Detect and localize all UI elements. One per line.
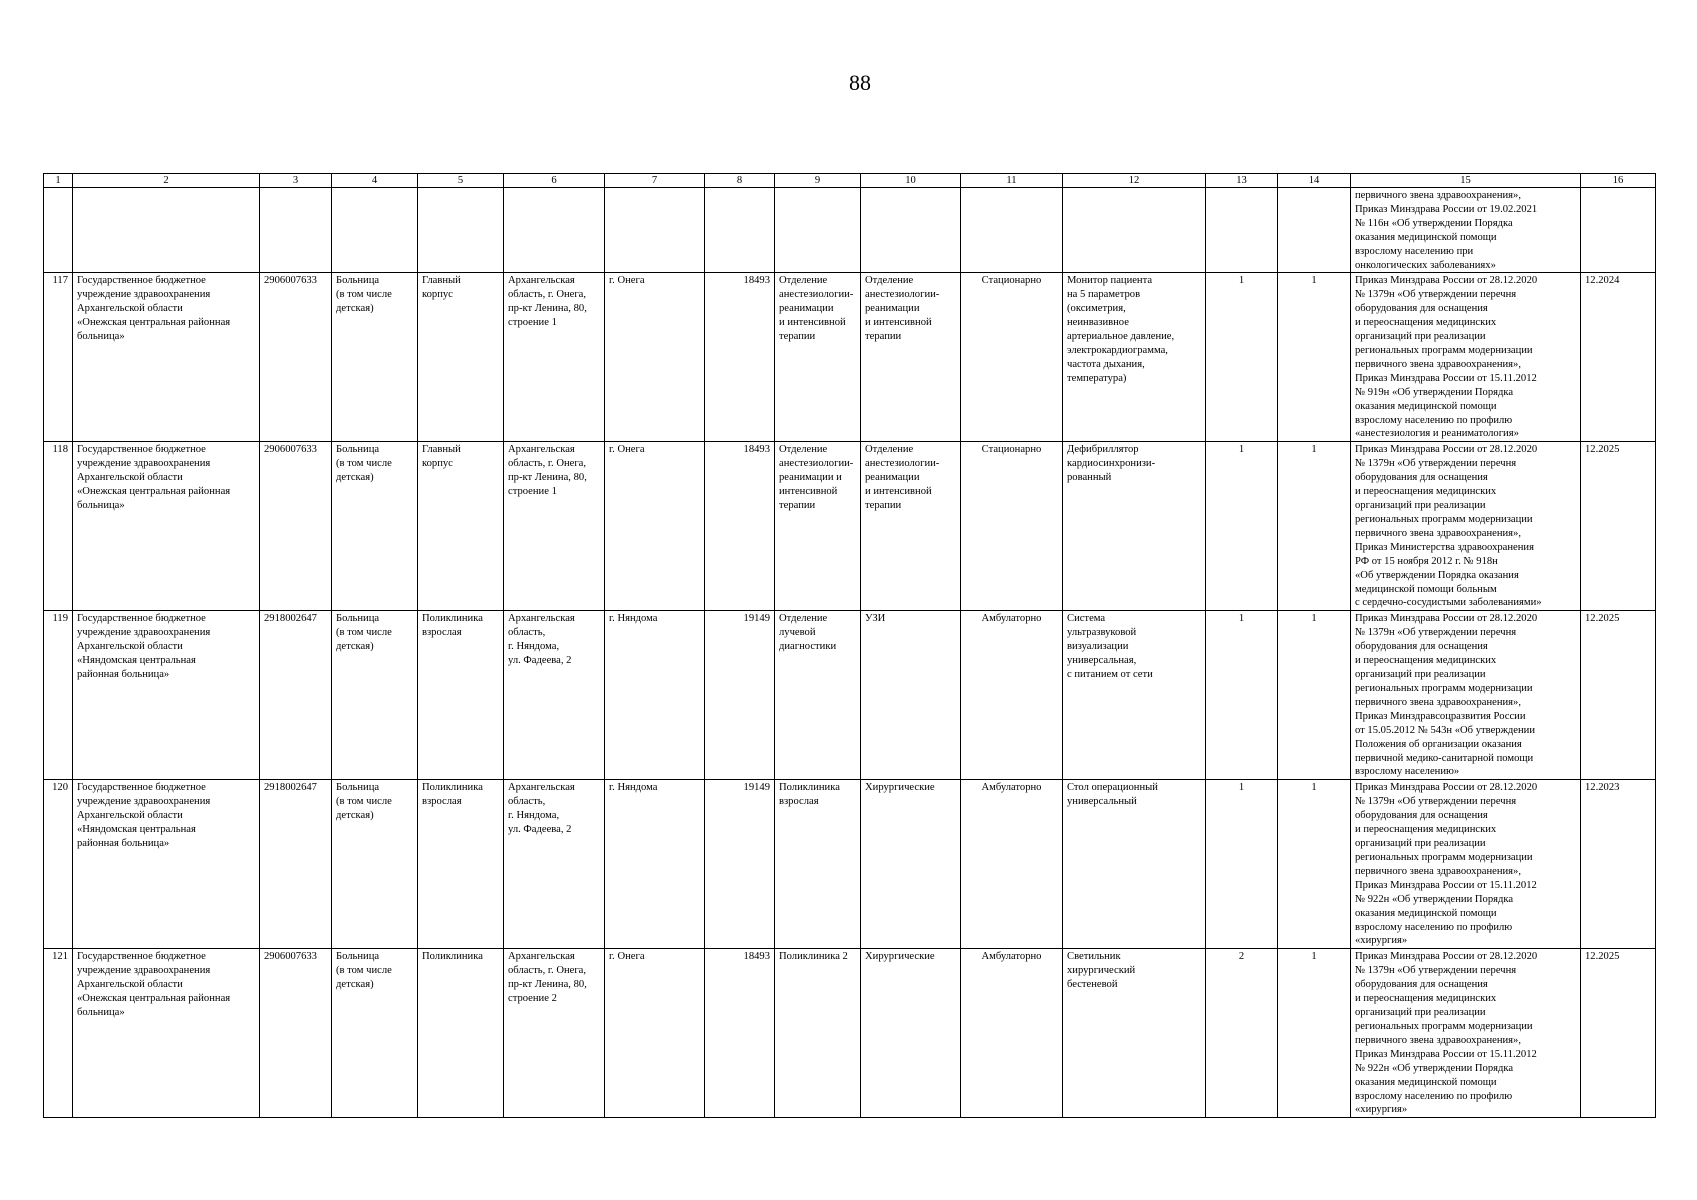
- table-row: [44, 442, 1656, 611]
- facility-type-cell: Больница (в том числе детская): [332, 442, 418, 611]
- facility-type-cell: Больница (в том числе детская): [332, 780, 418, 949]
- equipment-name-cell: Стол операционный универсальный: [1063, 780, 1206, 949]
- equipment-table: [43, 173, 1656, 1118]
- subdivision-cell: Хирургические: [861, 780, 961, 949]
- column-number: 13: [1206, 174, 1278, 188]
- column-number: 16: [1581, 174, 1656, 188]
- legal-basis-cell: Приказ Минздрава России от 28.12.2020 № 1379н «Об утверждении перечня оборудования для оснащения и переоснащения медицинских организаций при реализации региональных программ модернизации первичного звена здравоохранения», Приказ Минздрава России от 15.11.2012 № 922н «Об утверждении Порядка оказания медицинской помощи взрослому населению по профилю «хирургия»: [1351, 780, 1581, 949]
- empty-cell: [1063, 188, 1206, 273]
- locality-cell: г. Няндома: [605, 780, 705, 949]
- equipment-name-cell: Система ультразвуковой визуализации универсальная, с питанием от сети: [1063, 611, 1206, 780]
- empty-cell: [260, 188, 332, 273]
- column-number: 4: [332, 174, 418, 188]
- quantity-cell: 1: [1206, 611, 1278, 780]
- empty-cell: [961, 188, 1063, 273]
- inn-cell: 2906007633: [260, 442, 332, 611]
- column-number: 11: [961, 174, 1063, 188]
- deadline-cell: 12.2025: [1581, 611, 1656, 780]
- column-number: 3: [260, 174, 332, 188]
- organization-name-cell: Государственное бюджетное учреждение здравоохранения Архангельской области «Онежская центральная районная больница»: [73, 273, 260, 442]
- empty-cell: [705, 188, 775, 273]
- column-number: 14: [1278, 174, 1351, 188]
- empty-cell: [1206, 188, 1278, 273]
- oktmo-code-cell: 18493: [705, 949, 775, 1118]
- column-number: 5: [418, 174, 504, 188]
- legal-basis-cell: Приказ Минздрава России от 28.12.2020 № 1379н «Об утверждении перечня оборудования для оснащения и переоснащения медицинских организаций при реализации региональных программ модернизации первичного звена здравоохранения», Приказ Минздрава России от 15.11.2012 № 922н «Об утверждении Порядка оказания медицинской помощи взрослому населению по профилю «хирургия»: [1351, 949, 1581, 1118]
- subdivision-cell: Отделение анестезиологии- реанимации и интенсивной терапии: [861, 442, 961, 611]
- quantity-cell: 1: [1206, 780, 1278, 949]
- locality-cell: г. Онега: [605, 442, 705, 611]
- table-row: [44, 780, 1656, 949]
- deadline-cell: 12.2025: [1581, 949, 1656, 1118]
- empty-cell: [73, 188, 260, 273]
- address-cell: Архангельская область, г. Онега, пр-кт Ленина, 80, строение 1: [504, 442, 605, 611]
- empty-cell: [605, 188, 705, 273]
- facility-type-cell: Больница (в том числе детская): [332, 611, 418, 780]
- count-cell: 1: [1278, 949, 1351, 1118]
- oktmo-code-cell: 18493: [705, 273, 775, 442]
- facility-type-cell: Больница (в том числе детская): [332, 273, 418, 442]
- empty-cell: [861, 188, 961, 273]
- table-row: [44, 949, 1656, 1118]
- count-cell: 1: [1278, 780, 1351, 949]
- address-cell: Архангельская область, г. Няндома, ул. Фадеева, 2: [504, 611, 605, 780]
- organization-name-cell: Государственное бюджетное учреждение здравоохранения Архангельской области «Няндомская центральная районная больница»: [73, 611, 260, 780]
- subdivision-cell: Отделение анестезиологии- реанимации и интенсивной терапии: [861, 273, 961, 442]
- building-cell: Поликлиника взрослая: [418, 611, 504, 780]
- equipment-name-cell: Светильник хирургический бестеневой: [1063, 949, 1206, 1118]
- organization-name-cell: Государственное бюджетное учреждение здравоохранения Архангельской области «Няндомская центральная районная больница»: [73, 780, 260, 949]
- department-cell: Поликлиника взрослая: [775, 780, 861, 949]
- column-number: 1: [44, 174, 73, 188]
- row-number-cell: 117: [44, 273, 73, 442]
- address-cell: Архангельская область, г. Онега, пр-кт Ленина, 80, строение 2: [504, 949, 605, 1118]
- building-cell: Главный корпус: [418, 442, 504, 611]
- oktmo-code-cell: 18493: [705, 442, 775, 611]
- quantity-cell: 1: [1206, 273, 1278, 442]
- care-conditions-cell: Стационарно: [961, 273, 1063, 442]
- address-cell: Архангельская область, г. Няндома, ул. Фадеева, 2: [504, 780, 605, 949]
- oktmo-code-cell: 19149: [705, 780, 775, 949]
- department-cell: Поликлиника 2: [775, 949, 861, 1118]
- empty-cell: [504, 188, 605, 273]
- column-number: 10: [861, 174, 961, 188]
- care-conditions-cell: Амбулаторно: [961, 949, 1063, 1118]
- column-number-row: [44, 174, 1656, 188]
- deadline-cell: 12.2025: [1581, 442, 1656, 611]
- equipment-name-cell: Монитор пациента на 5 параметров (оксиметрия, неинвазивное артериальное давление, электрокардиограмма, частота дыхания, температура): [1063, 273, 1206, 442]
- column-number: 9: [775, 174, 861, 188]
- locality-cell: г. Онега: [605, 949, 705, 1118]
- department-cell: Отделение анестезиологии- реанимации и интенсивной терапии: [775, 442, 861, 611]
- building-cell: Поликлиника взрослая: [418, 780, 504, 949]
- empty-cell: [44, 188, 73, 273]
- empty-cell: [1278, 188, 1351, 273]
- column-number: 7: [605, 174, 705, 188]
- organization-name-cell: Государственное бюджетное учреждение здравоохранения Архангельской области «Онежская центральная районная больница»: [73, 949, 260, 1118]
- inn-cell: 2918002647: [260, 780, 332, 949]
- row-number-cell: 119: [44, 611, 73, 780]
- oktmo-code-cell: 19149: [705, 611, 775, 780]
- inn-cell: 2906007633: [260, 949, 332, 1118]
- building-cell: Главный корпус: [418, 273, 504, 442]
- inn-cell: 2906007633: [260, 273, 332, 442]
- empty-cell: [332, 188, 418, 273]
- column-number: 12: [1063, 174, 1206, 188]
- deadline-cell: 12.2023: [1581, 780, 1656, 949]
- column-number: 2: [73, 174, 260, 188]
- department-cell: Отделение лучевой диагностики: [775, 611, 861, 780]
- empty-cell: [775, 188, 861, 273]
- care-conditions-cell: Стационарно: [961, 442, 1063, 611]
- table-row: [44, 273, 1656, 442]
- care-conditions-cell: Амбулаторно: [961, 611, 1063, 780]
- subdivision-cell: Хирургические: [861, 949, 961, 1118]
- page-number: 88: [849, 70, 871, 95]
- column-number: 8: [705, 174, 775, 188]
- legal-basis-cell: Приказ Минздрава России от 28.12.2020 № 1379н «Об утверждении перечня оборудования для оснащения и переоснащения медицинских организаций при реализации региональных программ модернизации первичного звена здравоохранения», Приказ Министерства здравоохранения РФ от 15 ноября 2012 г. № 918н «Об утверждении Порядка оказания медицинской помощи больным с сердечно-сосудистыми заболеваниями»: [1351, 442, 1581, 611]
- table-row: [44, 611, 1656, 780]
- quantity-cell: 1: [1206, 442, 1278, 611]
- locality-cell: г. Онега: [605, 273, 705, 442]
- count-cell: 1: [1278, 611, 1351, 780]
- row-number-cell: 118: [44, 442, 73, 611]
- legal-basis-cell: Приказ Минздрава России от 28.12.2020 № 1379н «Об утверждении перечня оборудования для оснащения и переоснащения медицинских организаций при реализации региональных программ модернизации первичного звена здравоохранения», Приказ Минздрава России от 15.11.2012 № 919н «Об утверждении Порядка оказания медицинской помощи взрослому населению по профилю «анестезиология и реаниматология»: [1351, 273, 1581, 442]
- count-cell: 1: [1278, 273, 1351, 442]
- equipment-name-cell: Дефибриллятор кардиосинхронизи- рованный: [1063, 442, 1206, 611]
- legal-basis-cell: Приказ Минздрава России от 28.12.2020 № 1379н «Об утверждении перечня оборудования для оснащения и переоснащения медицинских организаций при реализации региональных программ модернизации первичного звена здравоохранения», Приказ Минздравсоцразвития России от 15.05.2012 № 543н «Об утверждении Положения об организации оказания первичной медико-санитарной помощи взрослому населению»: [1351, 611, 1581, 780]
- column-number: 15: [1351, 174, 1581, 188]
- legal-basis-cell: первичного звена здравоохранения», Приказ Минздрава России от 19.02.2021 № 116н «Об утверждении Порядка оказания медицинской помощи взрослому населению при онкологических заболеваниях»: [1351, 188, 1581, 273]
- facility-type-cell: Больница (в том числе детская): [332, 949, 418, 1118]
- count-cell: 1: [1278, 442, 1351, 611]
- address-cell: Архангельская область, г. Онега, пр-кт Ленина, 80, строение 1: [504, 273, 605, 442]
- empty-cell: [418, 188, 504, 273]
- building-cell: Поликлиника: [418, 949, 504, 1118]
- subdivision-cell: УЗИ: [861, 611, 961, 780]
- row-number-cell: 120: [44, 780, 73, 949]
- continuation-row: [44, 188, 1656, 273]
- empty-cell: [1581, 188, 1656, 273]
- inn-cell: 2918002647: [260, 611, 332, 780]
- locality-cell: г. Няндома: [605, 611, 705, 780]
- department-cell: Отделение анестезиологии- реанимации и интенсивной терапии: [775, 273, 861, 442]
- quantity-cell: 2: [1206, 949, 1278, 1118]
- care-conditions-cell: Амбулаторно: [961, 780, 1063, 949]
- row-number-cell: 121: [44, 949, 73, 1118]
- deadline-cell: 12.2024: [1581, 273, 1656, 442]
- column-number: 6: [504, 174, 605, 188]
- organization-name-cell: Государственное бюджетное учреждение здравоохранения Архангельской области «Онежская центральная районная больница»: [73, 442, 260, 611]
